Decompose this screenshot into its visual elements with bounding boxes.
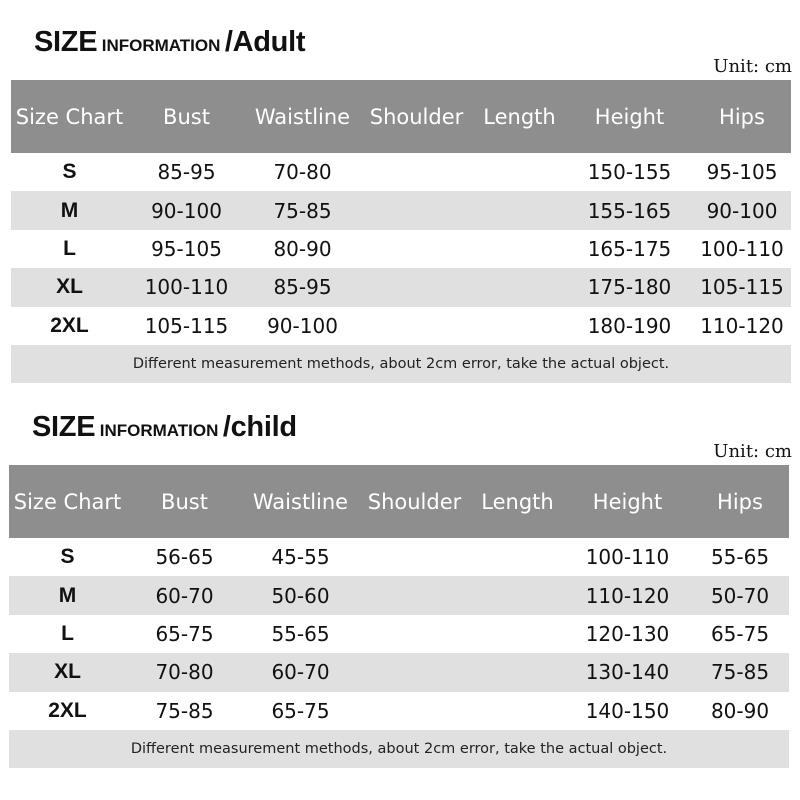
size-cell: S <box>62 160 77 184</box>
waistline-cell: 90-100 <box>267 313 338 338</box>
child-section-title <box>32 407 297 447</box>
height-cell: 175-180 <box>587 275 672 300</box>
header-bust: Bust <box>163 104 210 129</box>
table-row <box>9 615 789 653</box>
bust-cell: 105-115 <box>144 313 229 338</box>
hips-cell: 100-110 <box>700 236 784 261</box>
title-suffix: /child <box>222 411 297 443</box>
height-cell: 100-110 <box>585 545 670 570</box>
waistline-cell: 75-85 <box>273 198 332 223</box>
unit-label: Unit: cm <box>713 56 792 77</box>
header-size-chart: Size Chart <box>15 104 124 129</box>
bust-cell: 56-65 <box>155 545 214 570</box>
bust-cell: 60-70 <box>155 583 214 608</box>
adult-section-title <box>34 22 305 62</box>
header-hips: Hips <box>719 104 765 129</box>
height-cell: 155-165 <box>587 198 672 223</box>
title-size-word: SIZE <box>32 411 96 443</box>
header-length: Length <box>481 489 554 514</box>
header-length: Length <box>483 104 556 129</box>
title-information-word: INFORMATION <box>101 36 221 55</box>
hips-cell: 80-90 <box>710 698 770 723</box>
waistline-cell: 70-80 <box>273 160 332 185</box>
hips-cell: 65-75 <box>710 621 770 646</box>
waistline-cell: 85-95 <box>273 275 332 300</box>
table-row <box>11 153 791 191</box>
size-cell: M <box>60 198 79 222</box>
waistline-cell: 55-65 <box>271 621 330 646</box>
height-cell: 130-140 <box>585 660 670 685</box>
waistline-cell: 45-55 <box>271 545 330 570</box>
table-row <box>9 576 789 614</box>
bust-cell: 100-110 <box>144 275 229 300</box>
hips-cell: 55-65 <box>710 545 770 570</box>
table-row <box>11 307 791 345</box>
height-cell: 180-190 <box>587 313 672 338</box>
table-row <box>9 538 789 576</box>
table-row <box>11 268 791 306</box>
height-cell: 120-130 <box>585 621 670 646</box>
table-row <box>11 230 791 268</box>
table-header-row <box>11 80 791 153</box>
waistline-cell: 80-90 <box>273 236 332 261</box>
bust-cell: 90-100 <box>151 198 222 223</box>
header-shoulder: Shoulder <box>369 104 464 129</box>
unit-label: Unit: cm <box>713 441 792 462</box>
bust-cell: 70-80 <box>155 660 214 685</box>
bust-cell: 85-95 <box>157 160 216 185</box>
bust-cell: 65-75 <box>155 621 214 646</box>
size-cell: 2XL <box>50 313 89 337</box>
height-cell: 110-120 <box>585 583 670 608</box>
hips-cell: 95-105 <box>706 160 778 185</box>
header-size-chart: Size Chart <box>13 489 122 514</box>
height-cell: 140-150 <box>585 698 670 723</box>
bust-cell: 75-85 <box>155 698 214 723</box>
waistline-cell: 65-75 <box>271 698 330 723</box>
height-cell: 165-175 <box>587 236 672 261</box>
table-header-row <box>9 465 789 538</box>
header-bust: Bust <box>161 489 208 514</box>
hips-cell: 105-115 <box>700 275 784 300</box>
table-row <box>9 692 789 730</box>
size-cell: L <box>63 236 76 260</box>
hips-cell: 110-120 <box>700 313 784 338</box>
title-size-word: SIZE <box>34 26 98 58</box>
hips-cell: 75-85 <box>710 660 770 685</box>
size-cell: L <box>61 621 74 645</box>
header-hips: Hips <box>717 489 763 514</box>
hips-cell: 50-70 <box>710 583 770 608</box>
adult-size-table <box>11 80 791 383</box>
header-height: Height <box>592 489 663 514</box>
size-cell: S <box>60 545 75 569</box>
measurement-note: Different measurement methods, about 2cm error, take the actual object. <box>9 730 789 768</box>
waistline-cell: 60-70 <box>271 660 330 685</box>
header-waistline: Waistline <box>252 489 349 514</box>
table-row <box>9 653 789 691</box>
height-cell: 150-155 <box>587 160 672 185</box>
measurement-note: Different measurement methods, about 2cm error, take the actual object. <box>11 345 791 383</box>
child-size-table <box>9 465 789 768</box>
title-suffix: /Adult <box>224 26 306 58</box>
header-waistline: Waistline <box>254 104 351 129</box>
size-cell: XL <box>54 660 81 684</box>
title-information-word: INFORMATION <box>99 421 219 440</box>
hips-cell: 90-100 <box>706 198 778 223</box>
waistline-cell: 50-60 <box>271 583 330 608</box>
table-row <box>11 191 791 229</box>
bust-cell: 95-105 <box>151 236 222 261</box>
size-cell: 2XL <box>48 698 87 722</box>
size-cell: XL <box>56 275 83 299</box>
header-height: Height <box>594 104 665 129</box>
header-shoulder: Shoulder <box>367 489 462 514</box>
size-cell: M <box>58 583 77 607</box>
